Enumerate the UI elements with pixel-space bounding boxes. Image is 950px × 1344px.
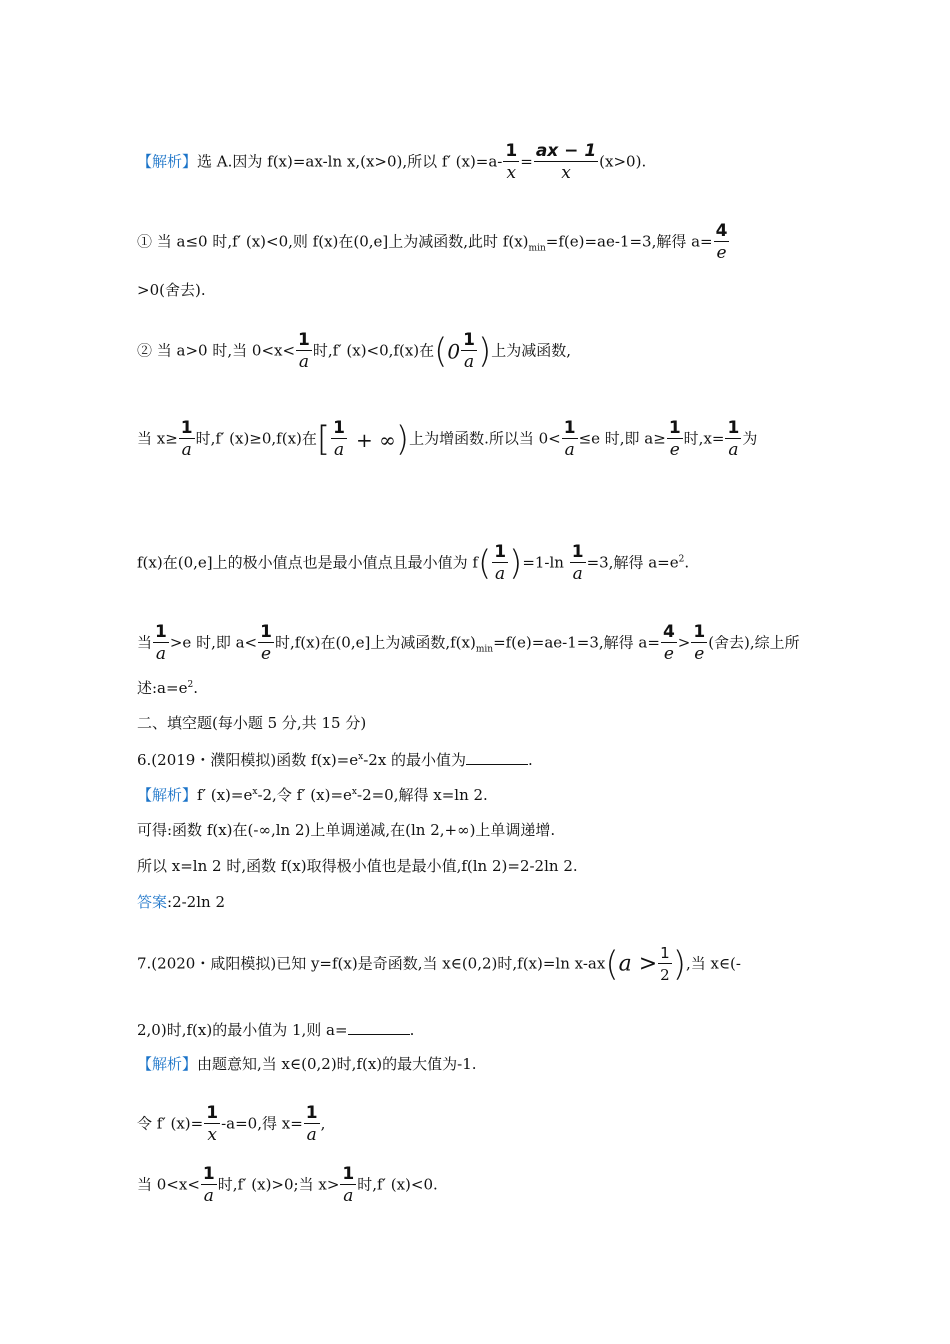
q6-analysis: 【解析】f′ $(x)=e^x-2$,令 f′ $(x)=e^x-2=0$,解得 x=ln 2. — [137, 786, 488, 804]
question-7: 7.(2020・咸阳模拟)已知 y=f(x)是奇函数,当 x∈(0,2)时,f(x)=ln x-ax(a > $\frac{1}{2}$ ),当 x∈(- — [137, 944, 741, 985]
analysis-label: 【解析】 — [137, 1055, 198, 1073]
fraction: $\frac{4}{e}$ — [662, 622, 675, 664]
fraction: $\frac{1}{a}$ — [463, 330, 475, 372]
question-7-line-2: 2,0)时,f(x)的最小值为 1,则 a= . — [137, 1021, 415, 1039]
fraction: $\frac{1}{e}$ — [668, 418, 681, 460]
solution-line-6: f(x)在(0,e]上的极小值点也是最小值点且最小值为 f( $\frac{1}{a}$ )=1-ln $\frac{1}{a}$ =3,解得 $a=e^2$. — [137, 542, 690, 584]
solution-line-8: 述$:a=e^2$. — [137, 679, 198, 697]
fraction: $\frac{1}{2}$ — [660, 944, 670, 984]
question-6: 6.(2019・濮阳模拟)函数 $f(x)=e^x-2x$ 的最小值为 . — [137, 751, 533, 769]
solution-line-1: 【解析】选 A.因为 f(x)=ax-ln x,(x>0),所以 f′ (x)=a- $\frac{1}{x}$ = $\frac{ax - 1}{x}$ (x>0). — [137, 141, 647, 183]
fraction: $\frac{1}{a}$ — [305, 1103, 318, 1145]
analysis-label: 【解析】 — [137, 152, 198, 171]
solution-line-5: 当 x≥ $\frac{1}{a}$ 时,f′ (x)≥0,f(x)在[ $\frac{1}{a}$ + ∞)上为增函数.所以当 0< $\frac{1}{a}$ ≤e 时,即 a≥ $\frac{1}{e}$ 时,x= $\frac{1}{a}$ 为 — [137, 418, 758, 460]
q6-line-3: 所以 x=ln 2 时,函数 f(x)取得极小值也是最小值,f(ln 2)=2-2ln 2. — [137, 857, 578, 875]
solution-line-2: ① 当 a≤0 时,f′ (x)<0,则 f(x)在(0,e]上为减函数,此时 $f(x)_{min}=f(e)=ae-1=3$,解得 a= $\frac{4}{e}$ — [137, 221, 728, 263]
answer-label: 答案 — [137, 893, 168, 911]
fraction: $\frac{1}{a}$ — [571, 542, 584, 584]
fraction: $\frac{1}{a}$ — [155, 622, 167, 664]
q6-answer: 答案:2-2ln 2 — [137, 893, 225, 911]
section-heading: 二、填空题(每小题 5 分,共 15 分) — [137, 714, 367, 732]
left-paren: ( — [434, 331, 448, 372]
solution-line-7: 当 $\frac{1}{a}$ >e 时,即 a< $\frac{1}{e}$ 时,f(x)在(0,e]上为减函数$,f(x)_{min}=f(e)=ae-1=3$,解得 a= $\frac{4}{e}$ > $\frac{1}{e}$ (舍去),综上所 — [137, 622, 800, 664]
fraction: $\frac{4}{e}$ — [715, 221, 728, 263]
fraction: $\frac{1}{a}$ — [563, 418, 576, 460]
fraction: $\frac{1}{e}$ — [693, 622, 706, 664]
fraction: $\frac{1}{x}$ — [505, 141, 518, 183]
right-paren: ) — [395, 419, 410, 460]
right-paren: ) — [478, 331, 492, 372]
analysis-label: 【解析】 — [137, 786, 198, 804]
q7-line-3: 当 0<x< $\frac{1}{a}$ 时,f′ (x)>0;当 x> $\frac{1}{a}$ 时,f′ (x)<0. — [137, 1164, 438, 1206]
solution-line-3: >0(舍去). — [137, 281, 206, 299]
q6-line-2: 可得:函数 f(x)在(-∞,ln 2)上单调递减,在(ln 2,+∞)上单调递增. — [137, 821, 556, 839]
fraction: $\frac{1}{a}$ — [727, 418, 740, 460]
q7-line-2: 令 f′ (x)= $\frac{1}{x}$ -a=0,得 x= $\frac{1}{a}$ , — [137, 1103, 326, 1145]
fraction: $\frac{1}{a}$ — [494, 542, 507, 584]
answer-blank[interactable] — [466, 750, 528, 765]
fraction: $\frac{1}{a}$ — [298, 330, 310, 372]
fraction: $\frac{1}{e}$ — [260, 622, 272, 664]
fraction: $\frac{1}{a}$ — [342, 1164, 355, 1206]
fraction: $\frac{ax - 1}{x}$ — [535, 141, 597, 183]
q7-analysis: 【解析】由题意知,当 x∈(0,2)时,f(x)的最大值为-1. — [137, 1055, 477, 1073]
answer-blank[interactable] — [348, 1020, 410, 1035]
fraction: $\frac{1}{a}$ — [180, 418, 193, 460]
fraction: $\frac{1}{x}$ — [206, 1103, 219, 1145]
fraction: $\frac{1}{a}$ — [202, 1164, 215, 1206]
fraction: $\frac{1}{a}$ — [333, 418, 346, 460]
left-bracket: [ — [316, 419, 331, 460]
solution-line-4: ② 当 a>0 时,当 0<x< $\frac{1}{a}$ 时,f′ (x)<0,f(x)在(0 $\frac{1}{a}$ )上为减函数, — [137, 330, 572, 372]
